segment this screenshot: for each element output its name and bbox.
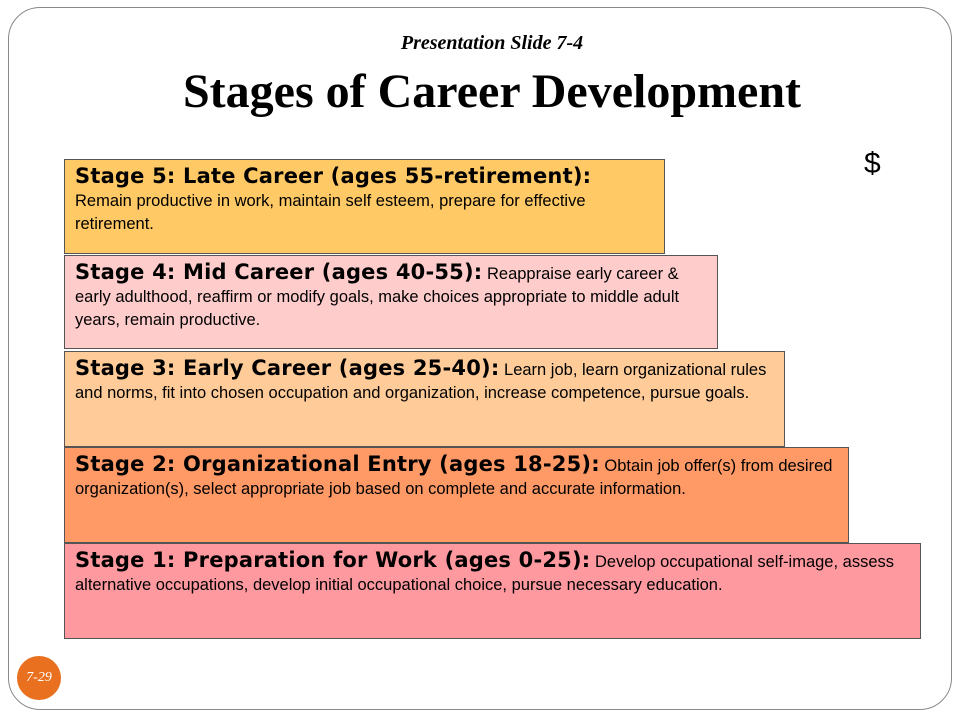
slide-title: Stages of Career Development	[182, 65, 802, 118]
stage-5-description: Remain productive in work, maintain self esteem, prepare for effective retirement.	[75, 192, 586, 233]
stage-4-box	[64, 255, 718, 349]
stage-1-heading: Stage 1: Preparation for Work (ages 0-25):	[75, 548, 591, 572]
stage-2-description: Obtain job offer(s) from desired organization(s), select appropriate job based on complete and accurate information.	[75, 457, 833, 498]
stage-3-description: Learn job, learn organizational rules and norms, fit into chosen occupation and organization, increase competence, pursue goals.	[75, 361, 767, 402]
stage-3-heading: Stage 3: Early Career (ages 25-40):	[75, 356, 500, 380]
stage-1-box	[64, 543, 921, 639]
stage-1-description: Develop occupational self-image, assess alternative occupations, develop initial occupational choice, pursue necessary education.	[75, 553, 894, 594]
stage-5-heading: Stage 5: Late Career (ages 55-retirement):	[75, 164, 592, 188]
stage-5-box	[64, 159, 665, 254]
stage-2-box	[64, 447, 849, 543]
slide-subtitle: Presentation Slide 7-4	[400, 32, 584, 54]
page-number-badge: 7-29	[17, 656, 61, 700]
stage-4-heading: Stage 4: Mid Career (ages 40-55):	[75, 260, 483, 284]
stage-4-description: Reappraise early career & early adulthood, reaffirm or modify goals, make choices appropriate to middle adult years, remain productive.	[75, 265, 680, 329]
dollar-sign: $	[864, 147, 881, 180]
stage-3-box	[64, 351, 785, 447]
stage-2-heading: Stage 2: Organizational Entry (ages 18-25):	[75, 452, 600, 476]
